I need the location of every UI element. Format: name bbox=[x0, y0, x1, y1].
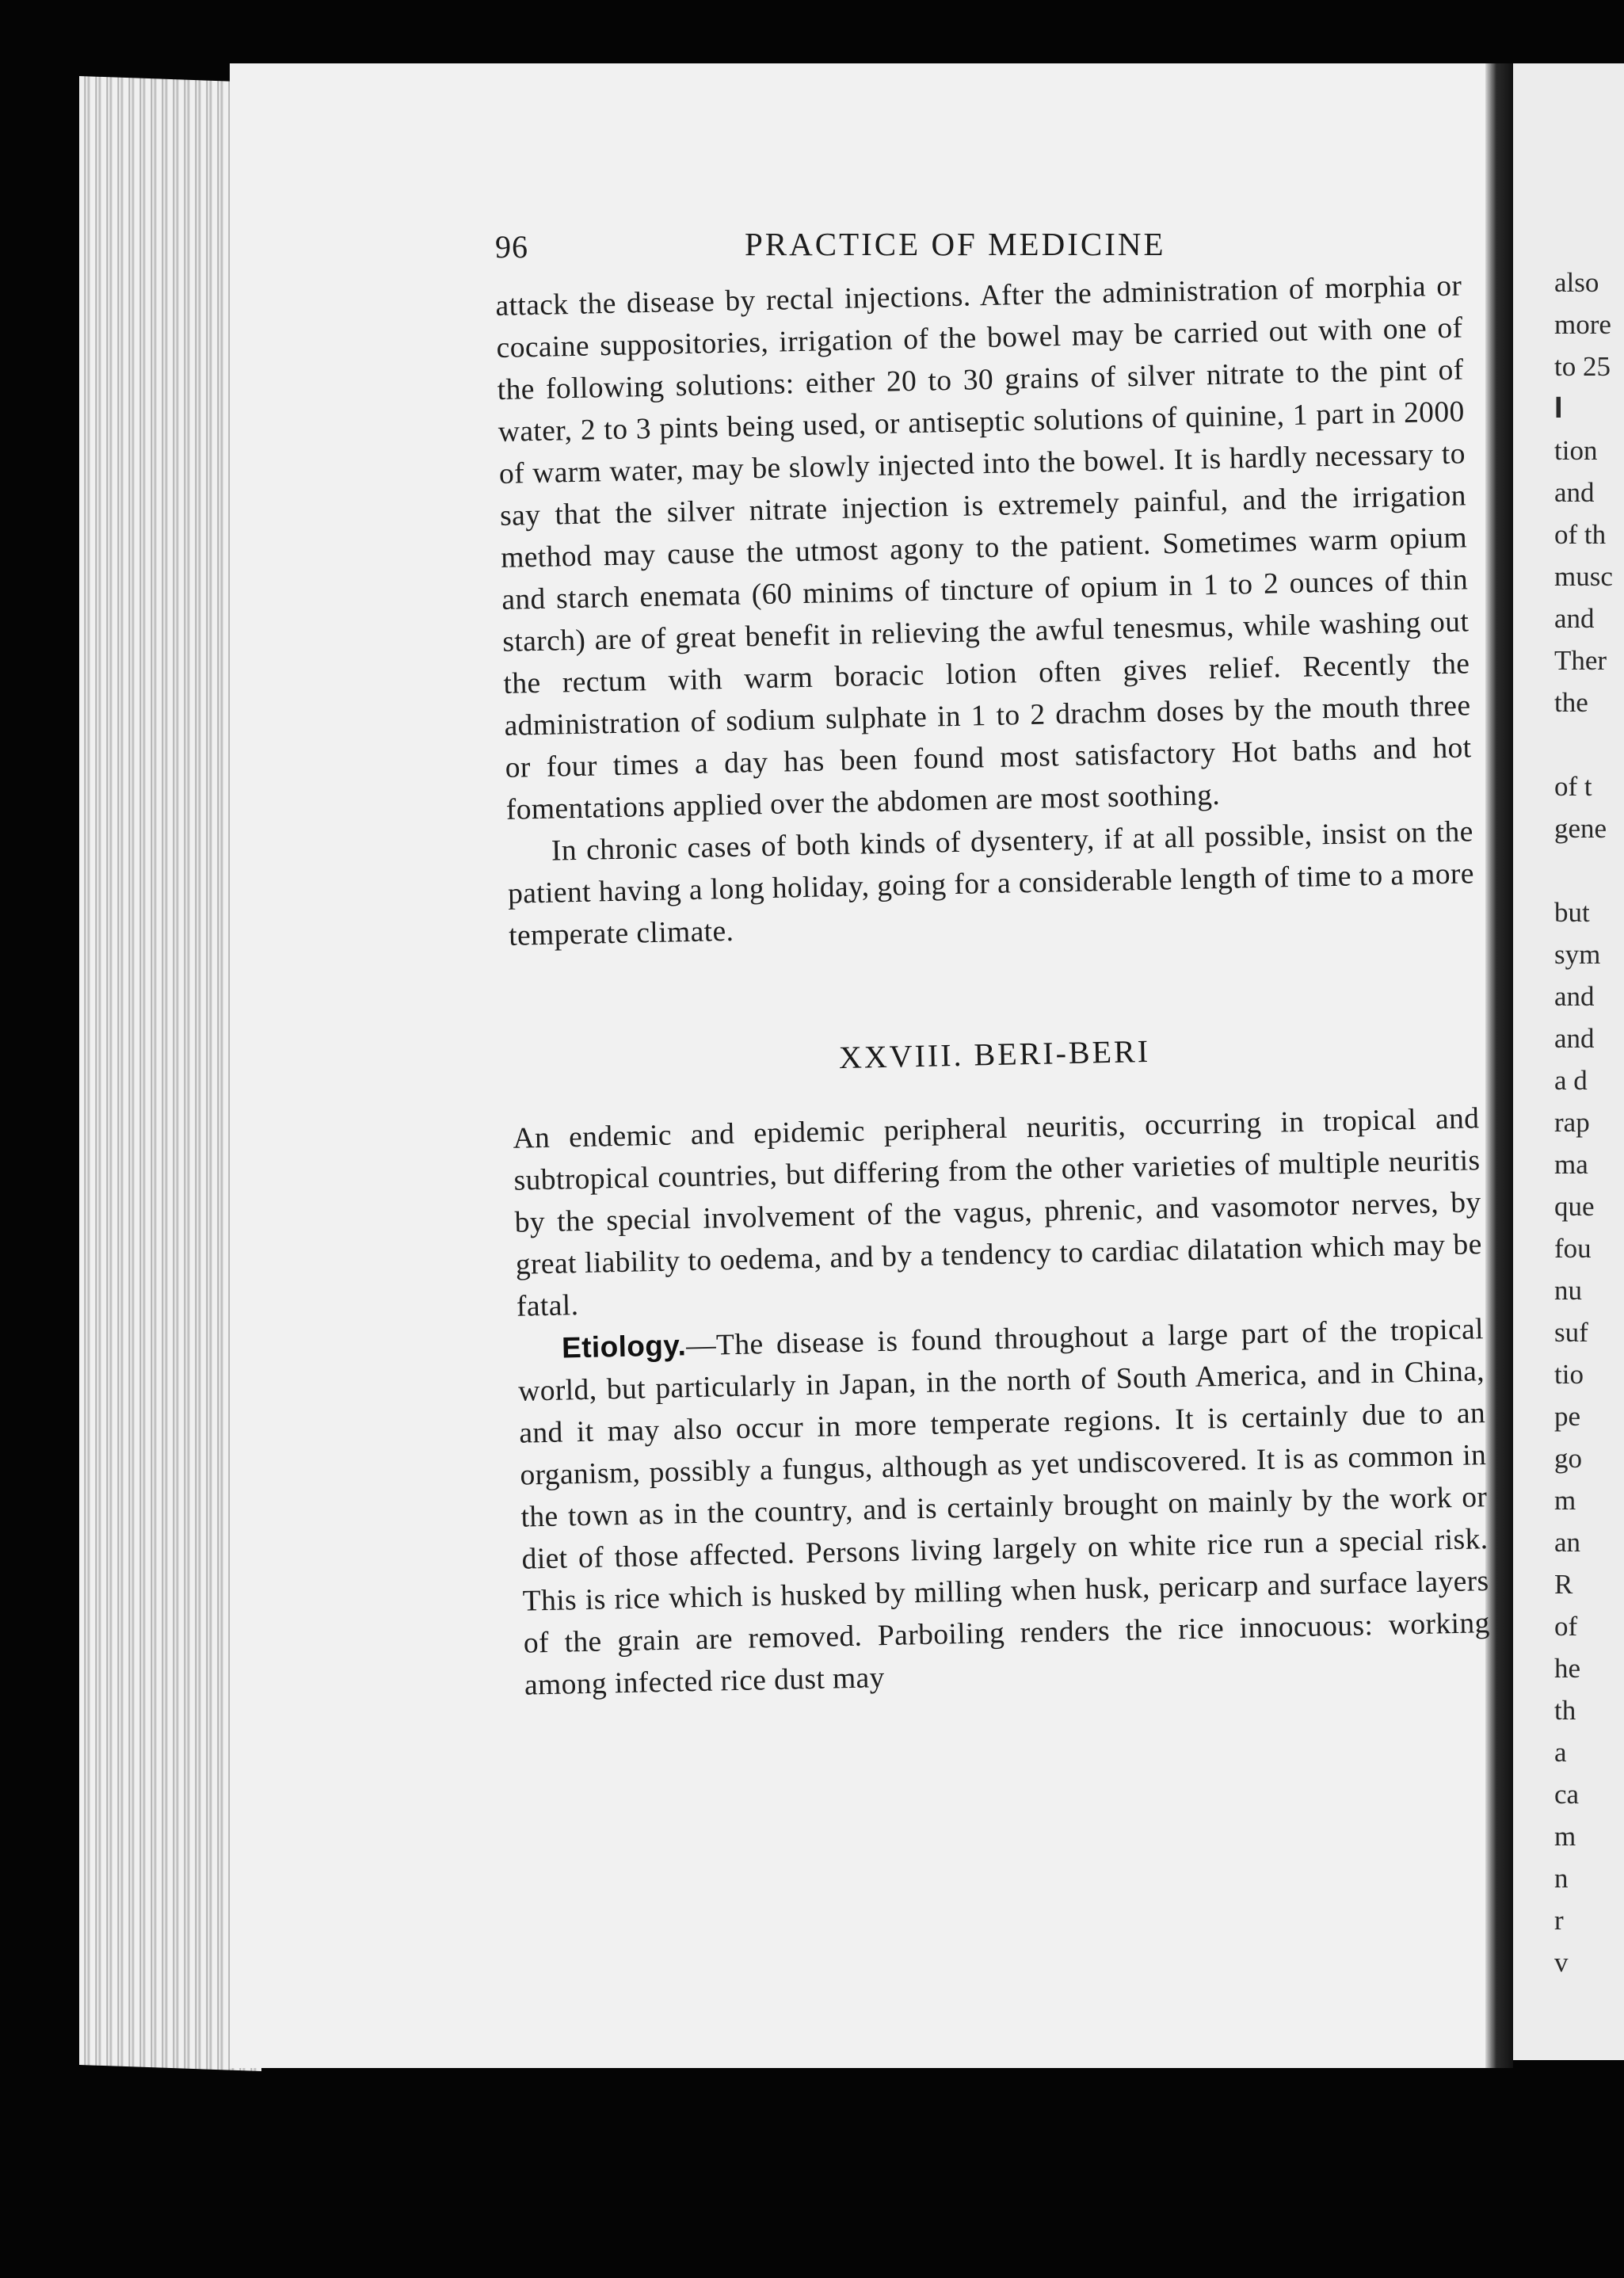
right-fragment: suf bbox=[1554, 1317, 1588, 1348]
etiology-label: Etiology. bbox=[561, 1329, 687, 1364]
right-fragment: th bbox=[1554, 1695, 1576, 1726]
right-fragment bbox=[1554, 849, 1624, 891]
right-fragment: also bbox=[1554, 267, 1599, 298]
right-fragment: but bbox=[1554, 897, 1590, 928]
paragraph-definition: An endemic and epidemic peripheral neuritis, occurring in tropical and subtropical countries, but differing from the other varieties of multiple neuritis by the special involvement of the vagus, phrenic, and vasomotor nerves, by great liability to oedema, and by a tendency to cardiac dilatation which may be fatal. bbox=[513, 1102, 1483, 1323]
right-fragment: of th bbox=[1554, 519, 1607, 550]
right-fragment: nu bbox=[1554, 1275, 1582, 1306]
book-gutter bbox=[1485, 63, 1513, 2068]
right-fragment bbox=[1554, 723, 1624, 765]
page-number: 96 bbox=[495, 229, 528, 265]
right-fragment: musc bbox=[1554, 561, 1613, 592]
right-fragment: go bbox=[1554, 1443, 1582, 1474]
paragraph-chronic-cases: In chronic cases of both kinds of dysentery, if at all possible, insist on the patient having a long holiday, going for a considerable length of time to a more temperate climate. bbox=[507, 815, 1475, 952]
right-fragment: of t bbox=[1554, 771, 1592, 802]
right-fragment: tion bbox=[1554, 435, 1598, 466]
right-fragment: gene bbox=[1554, 813, 1607, 844]
right-fragment: m bbox=[1554, 1485, 1576, 1516]
right-fragment: fou bbox=[1554, 1233, 1592, 1264]
right-fragment: he bbox=[1554, 1653, 1581, 1684]
right-fragment: tio bbox=[1554, 1359, 1584, 1390]
right-fragment: and bbox=[1554, 981, 1595, 1012]
right-fragment: of bbox=[1554, 1611, 1578, 1642]
section-heading: XXVIII. BERI-BERI bbox=[838, 1032, 1151, 1076]
right-fragment: ma bbox=[1554, 1149, 1588, 1180]
right-fragment: and bbox=[1554, 1023, 1595, 1054]
right-fragment: to 25 bbox=[1554, 351, 1611, 382]
right-fragment: rap bbox=[1554, 1107, 1590, 1138]
right-fragment: r bbox=[1554, 1905, 1564, 1936]
right-fragment: pe bbox=[1554, 1401, 1581, 1432]
right-fragment: a bbox=[1554, 1737, 1567, 1768]
running-title: PRACTICE OF MEDICINE bbox=[745, 226, 1166, 262]
page-body bbox=[495, 265, 1491, 1706]
etiology-text: —The disease is found throughout a large part of the tropical world, but particularly in Japan, in the north of South America, and in China, and it may also occur in more temperate regions. It is certainly due to an organism, possibly a fungus, although as yet undiscovered. It is as common in the town as in the country, and is certainly brought on mainly by the work or diet of those affected. Persons living largely on white rice run a special risk. This is rice which is husked by milling when husk, pericarp and surface layers of the grain are removed. Parboiling renders the rice innocuous: working among infected rice dust may bbox=[517, 1313, 1491, 1702]
running-head bbox=[495, 228, 1446, 268]
right-fragment: a d bbox=[1554, 1065, 1588, 1096]
paragraph-etiology bbox=[517, 1307, 1492, 1706]
right-fragment: ca bbox=[1554, 1779, 1580, 1810]
right-fragment: sym bbox=[1554, 939, 1601, 970]
paragraph-treatment: attack the disease by rectal injections. After the administration of morphia or cocaine suppositories, irrigation of the bowel may be carried out with one of the following solutions: either 20 to 30 grains of silver nitrate to the pint of water, 2 to 3 pints being used, or antiseptic solutions of quinine, 1 part in 2000 of warm water, may be slowly injected into the bowel. It is hardly necessary to say that the silver nitrate injection is extremely painful, and the irrigation method may cause the utmost agony to the patient. Sometimes warm opium and starch enemata (60 minims of tincture of opium in 1 to 2 ounces of thin starch) are of great benefit in relieving the awful tenesmus, while washing out the rectum with warm boracic lotion often gives relief. Recently the administration of sodium sulphate in 1 to 2 drachm doses by the mouth three or four times a day has been found most satisfactory Hot baths and hot fomentations applied over the abdomen are most soothing. bbox=[495, 269, 1472, 826]
right-fragment: I bbox=[1554, 391, 1563, 425]
right-page-text bbox=[1554, 261, 1624, 1983]
right-fragment: Ther bbox=[1554, 645, 1607, 676]
right-fragment: que bbox=[1554, 1191, 1595, 1222]
right-fragment: more bbox=[1554, 309, 1611, 340]
right-fragment: R bbox=[1554, 1569, 1573, 1600]
right-fragment: and bbox=[1554, 477, 1595, 508]
right-fragment: v bbox=[1554, 1947, 1569, 1978]
right-fragment: the bbox=[1554, 687, 1588, 718]
right-fragment: m bbox=[1554, 1821, 1576, 1852]
right-fragment: an bbox=[1554, 1527, 1581, 1558]
right-fragment: and bbox=[1554, 603, 1595, 634]
right-fragment: n bbox=[1554, 1863, 1569, 1894]
